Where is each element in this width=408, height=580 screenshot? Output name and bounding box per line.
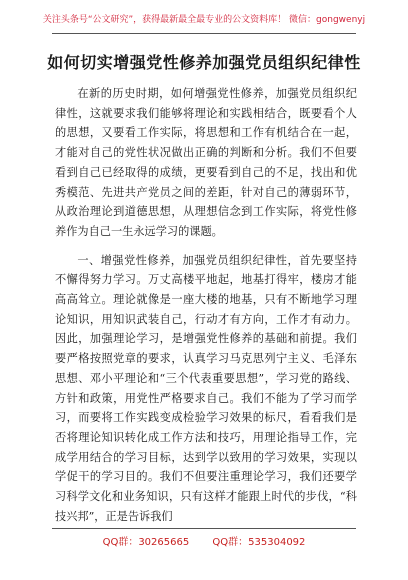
header-divider <box>52 33 356 34</box>
footer <box>0 533 408 548</box>
footer-divider <box>52 528 356 529</box>
paragraph: 在新的历史时期，如何增强党性修养，加强党员组织纪律性，这就要求我们能够将理论和实践相结合，既要看个人的思想，又要看工作实际，将思想和工作有机结合在一起，才能对自己的党性状况做出正确的判断和分析。我们不但要看到自己已经取得的成绩，更要看到自己的不足，找出和优秀模范、先进共产党员之间的差距，针对自己的薄弱环节，从政治理论到道德思想，从理想信念到工作实际，将党性修养作为自己一生永远学习的课题。 <box>55 87 357 238</box>
footer-qq-group-2: QQ群：535304092 <box>212 537 306 548</box>
header-promo-text: 关注头条号“公文研究”，获得最新最全最专业的公文资料库！ 微信：gongwenyj <box>42 15 366 25</box>
document-title: 如何切实增强党性修养加强党员组织纪律性 <box>47 53 361 72</box>
footer-qq-group-1: QQ群：30265665 <box>102 537 190 548</box>
paragraph: 一、增强党性修养，加强党员组织纪律性，首先要坚持不懈得努力学习。万丈高楼平地起，地基打得牢，楼房才能高高耸立。理论就像是一座大楼的地基，只有不断地学习理论知识，用知识武装自己，行动才有方向，工作才有动力。因此，加强理论学习，是增强党性修养的基础和前提。我们要严格按照党章的要求，认真学习马克思列宁主义、毛泽东思想、邓小平理论和“三个代表重要思想”，学习党的路线、方针和政策，用党性严格要求自己。我们不能为了学习而学习，而要将工作实践变成检验学习效果的标尺，看看我们是否将理论知识转化成工作方法和技巧，用理论指导工作，完成学用结合的学习目标，达到学以致用的学习效果，实现以学促干的学习目的。我们不但要注重理论学习，我们还要学习科学文化和业务知识，只有这样才能跟上时代的步伐，“科技兴邦”，正是告诉我们 <box>55 253 357 523</box>
document-body <box>55 84 357 535</box>
